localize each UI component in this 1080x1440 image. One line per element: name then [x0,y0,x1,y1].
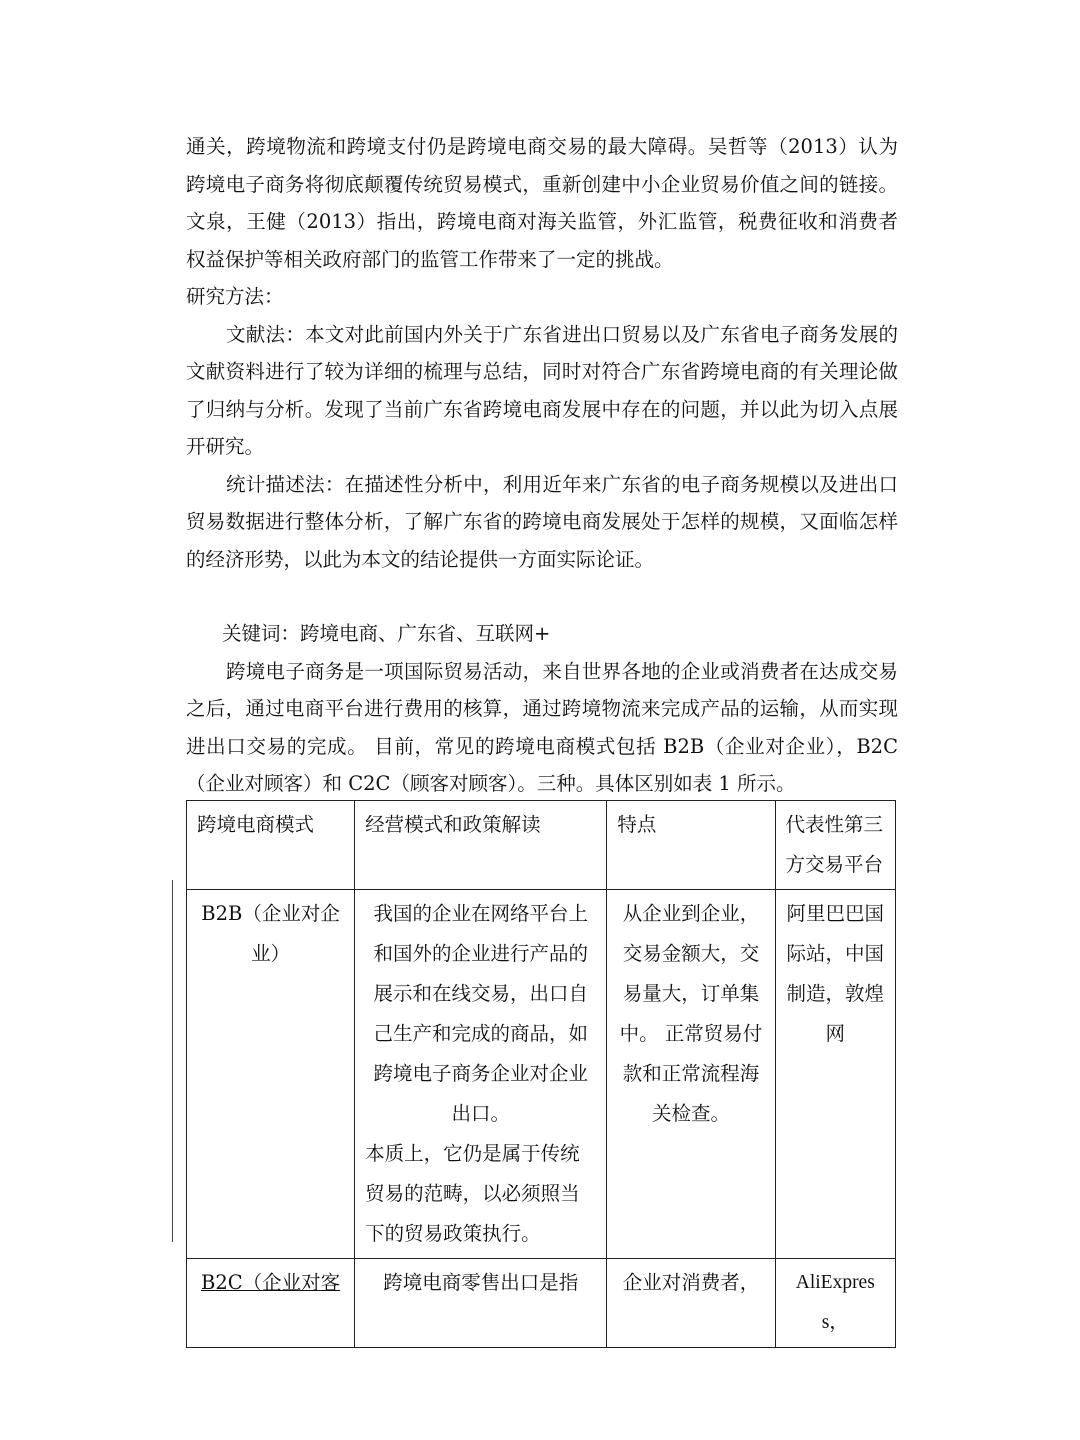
header-cell-mode: 跨境电商模式 [187,801,355,890]
keywords-line: 关键词：跨境电商、广东省、互联网+ [222,622,551,645]
table-row [187,890,896,1259]
cell-platforms-b2b: 阿里巴巴国际站，中国制造，敦煌网 [775,890,895,1259]
cell-text: B2B（企业对企业） [201,902,340,965]
cell-mode-b2b [187,890,355,1259]
cell-mode-b2c [187,1259,355,1348]
document-body [186,128,898,803]
header-cell-features: 特点 [607,801,775,890]
cell-policy-b2b [355,890,607,1259]
paragraph-cross-border-definition: 跨境电子商务是一项国际贸易活动，来自世界各地的企业或消费者在达成交易之后，通过电商平台进行费用的核算，通过跨境物流来完成产品的运输，从而实现进出口交易的完成。 目前，常见的跨境电商模式包括 B2B（企业对企业），B2C（企业对顾客）和 C2C（顾客对顾客）。三种。具体区别如表 1 所示。 [186,659,898,795]
paragraph-literature-method: 文献法：本文对此前国内外关于广东省进出口贸易以及广东省电子商务发展的文献资料进行了较为详细的梳理与总结，同时对符合广东省跨境电商的有关理论做了归纳与分析。发现了当前广东省跨境电商发展中存在的问题，并以此为切入点展开研究。 [186,322,898,458]
cell-text: 本质上，它仍是属于传统贸易的范畴，以必须照当下的贸易政策执行。 [365,1142,580,1245]
cell-policy-b2c: 跨境电商零售出口是指 [355,1259,607,1348]
cell-text: B2C（企业对客 [200,1271,341,1294]
table-row [187,1259,896,1348]
table-header-row [187,801,896,890]
cell-text: 我国的企业在网络平台上和国外的企业进行产品的展示和在线交易，出口自己生产和完成的商品，如跨境电子商务企业对企业出口。 [373,902,589,1125]
blank-line [186,578,898,615]
cross-border-models-table [186,800,896,1348]
paragraph-statistical-method: 统计描述法：在描述性分析中，利用近年来广东省的电子商务规模以及进出口贸易数据进行整体分析，了解广东省的跨境电商发展处于怎样的规模，又面临怎样的经济形势，以此为本文的结论提供一方面实际论证。 [186,472,898,571]
cell-features-b2c: 企业对消费者， [607,1259,775,1348]
margin-change-bar [172,880,173,1242]
cell-platforms-b2c: AliExpress， [775,1259,895,1348]
paragraph-literature-review: 通关，跨境物流和跨境支付仍是跨境电商交易的最大障碍。吴哲等（2013）认为跨境电子商务将彻底颠覆传统贸易模式，重新创建中小企业贸易价值之间的链接。文泉，王健（2013）指出，跨境电商对海关监管，外汇监管，税费征收和消费者权益保护等相关政府部门的监管工作带来了一定的挑战。 [186,135,898,271]
research-methods-heading: 研究方法： [186,285,284,308]
cell-features-b2b: 从企业到企业，交易金额大，交易量大，订单集中。 正常贸易付款和正常流程海关检查。 [607,890,775,1259]
header-cell-platforms: 代表性第三方交易平台 [775,801,895,890]
header-cell-policy: 经营模式和政策解读 [355,801,607,890]
